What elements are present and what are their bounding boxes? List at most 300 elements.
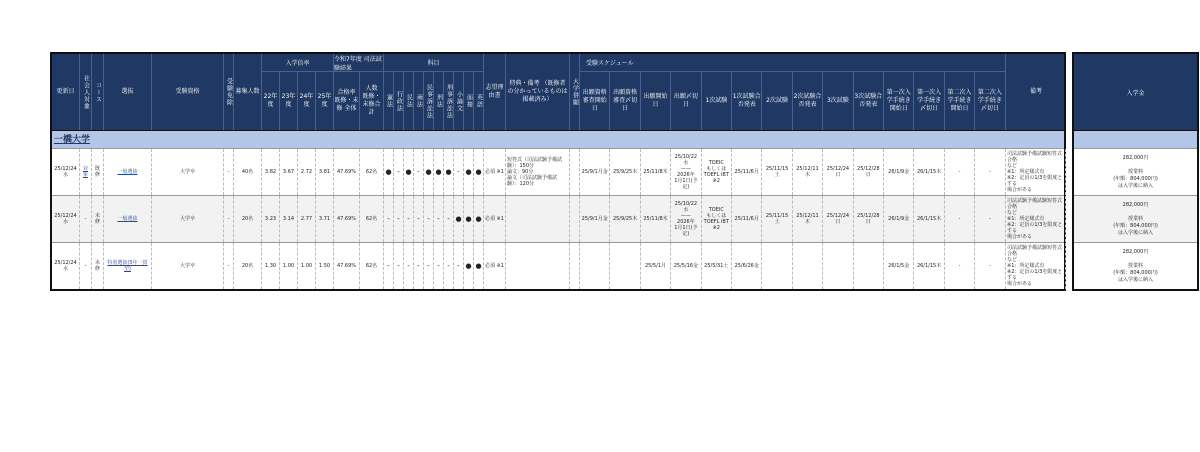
cell-pass-rate [334,196,360,242]
header-ratio-year-label: 25年度 [317,93,332,108]
cell-ratio [316,243,334,289]
fee-header [1074,54,1197,130]
cell-subject-text: ● [435,168,442,176]
cell-subject-text: - [417,215,420,223]
header-remarks-label: 備考 [1029,88,1042,95]
header-schedule-group [580,54,1006,72]
university-row [52,130,1064,148]
header-course [92,54,104,130]
cell-other-univ [570,196,580,242]
header-pass-group-label: 令和7年度 司法試験結果 [334,55,382,72]
cell-remarks [1006,149,1066,195]
cell-points [506,243,570,289]
cell-schedule [641,243,671,289]
cell-schedule [610,196,640,242]
cell-schedule [854,149,884,195]
cell-schedule-text: 25/12/24日 [826,166,850,178]
table-header [52,54,1064,130]
header-schedule-group-label: 受験スケジュール [586,60,634,67]
cell-schedule-text: 26/1/15木 [916,169,942,175]
cell-essay [484,243,506,289]
cell-capacity-text: 40名 [241,169,254,175]
header-social-eligible [80,54,92,130]
cell-schedule [793,243,823,289]
cell-subject-text: ● [405,168,412,176]
cell-schedule [762,196,792,242]
cell-schedule [975,196,1005,242]
cell-subject [414,149,424,195]
header-social-eligible-label: 社会人対象 [82,74,90,110]
header-schedule-col-label: 2次試験 [766,97,788,104]
header-pass-rate-label: 合格率 [337,89,356,96]
header-ratio-year [298,72,316,130]
cell-schedule-text: 25/11/15土 [765,166,789,178]
cell-schedule [854,243,884,289]
cell-pass-rate [334,149,360,195]
cell-subject-text: ● [385,168,392,176]
header-pass-count-sub: 既修・未修合計 [362,93,381,116]
cell-ratio-text: 3.81 [318,169,331,175]
cell-update-text: 25/12/24水 [54,213,77,225]
header-subject [414,72,424,130]
cell-ratio [262,243,280,289]
header-pass-count-label: 人数 [365,85,378,92]
cell-ratio-text: 3.67 [282,169,295,175]
cell-subject [434,149,444,195]
cell-update [52,149,80,195]
cell-subject-text: - [387,215,390,223]
cell-capacity-text: 20名 [241,216,254,222]
cell-ratio-text: 1.50 [318,263,331,269]
cell-essay-text: 必須 ※1 [485,216,504,222]
header-schedule-col-label: 1次試験 [705,97,728,104]
cell-schedule-text: 25/10/22水 —— 2026年 1月1日(予定) [674,201,698,237]
cell-schedule [945,149,975,195]
cell-essay [484,149,506,195]
cell-schedule [671,243,701,289]
header-subject-label: 民法 [405,94,413,108]
cell-subject-text: - [437,215,440,223]
cell-subject [464,243,474,289]
cell-pass-rate-text: 47.69% [336,169,357,175]
cell-exam [152,243,224,289]
cell-schedule [884,196,914,242]
cell-subject-text: - [457,262,460,270]
header-schedule-col [641,72,671,130]
header-schedule-col-label: 出願資格審査開始日 [582,89,607,112]
cell-schedule [914,149,944,195]
cell-schedule [732,243,762,289]
header-exam-name-label: 受験資格 [175,88,200,95]
cell-exemption-text: - [227,263,230,269]
cell-points [506,149,570,195]
header-ratio-year [262,72,280,130]
cell-subject [454,243,464,289]
cell-schedule [580,196,610,242]
cell-schedule [945,243,975,289]
cell-subject-text: ● [475,262,482,270]
cell-selection [104,243,152,289]
cell-subject [394,243,404,289]
cell-schedule-text: - [958,263,961,269]
cell-subject [384,243,394,289]
cell-subject-text: - [397,215,400,223]
cell-subject [404,149,414,195]
header-other-univ-label: 大学併願 [571,78,579,106]
cell-subject [394,196,404,242]
cell-selection-text[interactable]: 一般選抜 [117,169,138,175]
cell-subject [474,196,484,242]
cell-schedule [823,196,853,242]
cell-schedule-text: TOEIC もしくは TOEFL iBT ※2 [703,160,729,184]
cell-capacity [234,243,262,289]
header-selection [104,54,152,130]
cell-schedule-text: 26/1/5金 [888,263,910,269]
header-ratio-year [280,72,298,130]
cell-update [52,196,80,242]
cell-schedule [914,243,944,289]
cell-subject-text: ● [465,168,472,176]
cell-exemption-text: - [227,216,230,222]
cell-subject-text: - [447,215,450,223]
cell-ratio-text: 1.00 [300,263,313,269]
cell-subject [464,149,474,195]
cell-schedule-text: 25/9/1月金 [581,216,608,222]
cell-subject-text: ● [425,168,432,176]
cell-social [80,243,92,289]
cell-schedule-text: 26/1/15木 [916,216,942,222]
header-exemption-label: 受験免除 [225,78,233,106]
header-schedule-col-label: 3次試験 [826,97,849,104]
header-pass-group [334,54,384,72]
cell-subject [384,149,394,195]
fee-table [1072,52,1199,291]
cell-schedule [975,243,1005,289]
cell-schedule [641,196,671,242]
cell-schedule [732,149,762,195]
fee-text: 282,000円 授業料 (年額：804,000円) は入学後に納入 [1113,154,1158,189]
header-ratio-group [262,54,334,72]
header-subject-label: 行政法 [395,90,403,112]
cell-schedule [854,196,884,242]
cell-other-univ [570,149,580,195]
header-schedule-col-label: 第一次入学手続き開始日 [886,89,911,112]
cell-schedule-text: 25/12/24日 [826,213,850,225]
header-schedule-col-label: 1次試験合否発表 [732,93,761,108]
cell-course [92,149,104,195]
fee-university-row [1074,130,1197,148]
cell-subject-text: - [417,262,420,270]
cell-update [52,243,80,289]
cell-schedule-text: 25/12/11木 [796,213,819,225]
fee-row [1074,148,1197,195]
header-subject-label: 英語 [475,94,483,108]
header-pass-rate-sub: 既修・未修 全体 [334,97,359,112]
header-subject [444,72,454,130]
cell-schedule-text: 25/5/16金 [673,263,699,269]
header-schedule-col [793,72,823,130]
header-subject-label: 民事訴訟法 [425,83,433,119]
cell-essay-text: 必須 ※1 [485,263,504,269]
header-update-date [52,54,80,130]
cell-exam-text: 大学卒 [179,216,195,222]
header-points [506,54,570,130]
cell-ratio [262,149,280,195]
header-subjects-group-label: 科目 [427,60,440,67]
cell-pass-count-text: 62名 [365,263,378,269]
cell-subject [404,243,414,289]
cell-subject [454,149,464,195]
cell-exemption [224,196,234,242]
header-schedule-col-label: 出願開始日 [643,93,668,108]
cell-schedule [610,243,640,289]
cell-schedule [762,243,792,289]
table-row [52,242,1064,289]
header-schedule-col [823,72,853,130]
cell-subject-text: - [397,168,400,176]
header-ratio-year-label: 22年度 [263,93,278,108]
cell-schedule-text: - [988,169,991,175]
header-schedule-col [975,72,1005,130]
header-subject-label: 面接 [465,94,473,108]
cell-schedule [884,243,914,289]
cell-schedule-text: 25/9/25木 [612,216,638,222]
cell-subject [444,196,454,242]
cell-update-text: 25/12/24水 [54,260,77,272]
cell-schedule-text: 25/11/6月 [734,169,759,175]
cell-schedule-text: 26/1/9金 [888,169,910,175]
cell-subject-text: - [437,262,440,270]
cell-schedule [762,149,792,195]
cell-essay-text: 必須 ※1 [485,169,504,175]
header-pass-count [360,72,384,130]
cell-pass-count-text: 62名 [365,216,378,222]
fee-row [1074,242,1197,289]
cell-schedule-text: 25/11/15土 [765,213,789,225]
cell-schedule [671,149,701,195]
cell-essay [484,196,506,242]
cell-remarks-text: 司法試験予備試験短答式合格 など ※1：所定様式有 ※2：定員の1/3を限度とする 場合がある [1007,198,1063,240]
header-selection-label: 選抜 [121,88,134,95]
header-subject [404,72,414,130]
cell-subject [424,149,434,195]
header-remarks [1006,54,1066,130]
header-subject [454,72,464,130]
cell-ratio [316,149,334,195]
cell-subject-text: - [397,262,400,270]
cell-subject-text: ● [475,215,482,223]
cell-selection [104,149,152,195]
cell-schedule-text: TOEIC もしくは TOEFL iBT ※2 [703,207,729,231]
header-course-label: コース [94,81,102,103]
cell-schedule-text: 26/1/15木 [916,263,942,269]
cell-ratio-text: 2.77 [300,216,313,222]
header-ratio-year [316,72,334,130]
header-capacity-label: 募集人数 [235,88,260,95]
header-subjects-group [384,54,484,72]
cell-capacity [234,149,262,195]
header-subject [384,72,394,130]
cell-subject [434,243,444,289]
cell-subject-text: - [447,262,450,270]
cell-ratio-text: 3.82 [264,169,277,175]
cell-selection-text[interactable]: 特別選抜(5年一貫型) [107,260,148,272]
header-schedule-col-label: 出願〆切日 [673,93,698,108]
cell-exam [152,149,224,195]
cell-schedule-text: 25/12/28日 [857,166,880,178]
cell-schedule-text: 25/9/1月金 [581,169,608,175]
cell-subject [414,196,424,242]
header-schedule-col [884,72,914,130]
cell-pass-rate-text: 47.69% [336,263,357,269]
cell-schedule-text: 25/9/25木 [612,169,638,175]
cell-selection [104,196,152,242]
cell-social [80,149,92,195]
header-schedule-col-label: 第二次入学手続き開始日 [947,89,972,112]
cell-subject-text: - [407,215,410,223]
cell-schedule-text: 25/11/8木 [643,169,668,175]
cell-schedule [580,149,610,195]
header-schedule-col [854,72,884,130]
cell-subject-text: ● [445,168,452,176]
cell-subject [444,243,454,289]
cell-subject [444,149,454,195]
cell-course [92,196,104,242]
cell-capacity [234,196,262,242]
header-schedule-col-label: 2次試験合否発表 [793,93,822,108]
cell-subject-text: - [427,215,430,223]
cell-ratio-text: 3.71 [318,216,331,222]
cell-pass-rate [334,243,360,289]
cell-subject [394,149,404,195]
cell-points [506,196,570,242]
cell-subject-text: ● [465,215,472,223]
cell-subject [404,196,414,242]
cell-selection-text[interactable]: 一般選抜 [117,216,138,222]
header-schedule-col [671,72,701,130]
cell-schedule-text: - [958,216,961,222]
header-exam-name [152,54,224,130]
header-schedule-col-label: 3次試験合否発表 [854,93,883,108]
header-schedule-col [702,72,732,130]
cell-update-text: 25/12/24水 [54,166,77,178]
cell-social-text: - [84,216,87,222]
header-capacity [234,54,262,130]
cell-ratio-text: 3.23 [264,216,277,222]
cell-subject-text: ● [465,262,472,270]
cell-ratio-text: 3.14 [282,216,295,222]
header-schedule-col [945,72,975,130]
cell-schedule-text: 25/6/26金 [734,263,759,269]
cell-subject-text: ● [455,215,462,223]
cell-schedule [671,196,701,242]
cell-schedule [580,243,610,289]
header-subject-label: 刑事訴訟法 [445,83,453,119]
header-other-univ [570,54,580,130]
cell-schedule [641,149,671,195]
cell-other-univ [570,243,580,289]
cell-pass-count [360,196,384,242]
fee-text: 282,000円 授業料 (年額：804,000円) は入学後に納入 [1113,248,1158,283]
cell-schedule [732,196,762,242]
cell-exemption [224,243,234,289]
header-subject [434,72,444,130]
header-schedule-col-label: 出願資格審査〆切日 [613,89,638,112]
cell-ratio-text: 2.72 [300,169,313,175]
cell-ratio [262,196,280,242]
cell-subject-text: - [387,262,390,270]
cell-pass-count-text: 62名 [365,169,378,175]
admissions-table [50,52,1066,291]
cell-schedule [793,149,823,195]
header-essay [484,54,506,130]
cell-course-text: 未修 [94,260,100,272]
cell-schedule-text: 25/10/22水 —— 2026年 1月1日(予定) [674,154,698,190]
cell-subject [454,196,464,242]
cell-ratio [280,149,298,195]
cell-pass-rate-text: 47.69% [336,216,357,222]
cell-schedule [823,149,853,195]
cell-schedule-text: 25/12/11木 [796,166,819,178]
cell-remarks [1006,243,1066,289]
cell-schedule [702,196,732,242]
cell-social-text[interactable]: 対象 [82,166,88,178]
cell-exemption-text: - [227,169,230,175]
header-ratio-year-label: 23年度 [281,93,296,108]
cell-schedule-text: - [958,169,961,175]
cell-schedule [945,196,975,242]
header-subject [474,72,484,130]
university-name-link[interactable]: 一橋大学 [54,135,91,145]
cell-schedule [702,149,732,195]
cell-schedule-text: 25/5/1月 [644,263,667,269]
cell-points-text: 短答式（司法試験予備試験）：150分 論文：90分 論文（司法試験予備試験）：120分 [507,157,563,187]
header-essay-label: 志望理由書 [485,84,504,99]
cell-subject [464,196,474,242]
cell-schedule-text: 25/12/28日 [857,213,880,225]
cell-ratio-text: 1.00 [282,263,295,269]
cell-schedule [702,243,732,289]
cell-subject [384,196,394,242]
header-subject [464,72,474,130]
cell-schedule-text: 25/11/8木 [643,216,668,222]
cell-ratio [298,196,316,242]
header-exemption [224,54,234,130]
cell-subject-text: - [457,168,460,176]
header-subject-label: 刑法 [435,94,443,108]
cell-subject-text: - [407,262,410,270]
header-update-date-label: 更新日 [56,88,75,95]
cell-remarks [1006,196,1066,242]
cell-subject [474,149,484,195]
header-points-label: 特典・備考 （既修者の分かっているものは掲載済み） [507,80,568,103]
cell-ratio [316,196,334,242]
cell-ratio [280,243,298,289]
cell-subject-text: - [427,262,430,270]
cell-social-text: - [84,263,87,269]
cell-subject [424,196,434,242]
fee-text: 282,000円 授業料 (年額：804,000円) は入学後に納入 [1113,201,1158,236]
fee-row [1074,195,1197,242]
cell-subject [434,196,444,242]
header-subject-label: 商法 [415,94,423,108]
cell-schedule [793,196,823,242]
header-schedule-col [580,72,610,130]
cell-remarks-text: 司法試験予備試験短答式合格 など ※1：所定様式有 ※2：定員の1/3を限度とする 場合がある [1007,151,1063,193]
cell-schedule [884,149,914,195]
cell-course-text: 未修 [94,213,100,225]
cell-subject-text: ● [475,168,482,176]
